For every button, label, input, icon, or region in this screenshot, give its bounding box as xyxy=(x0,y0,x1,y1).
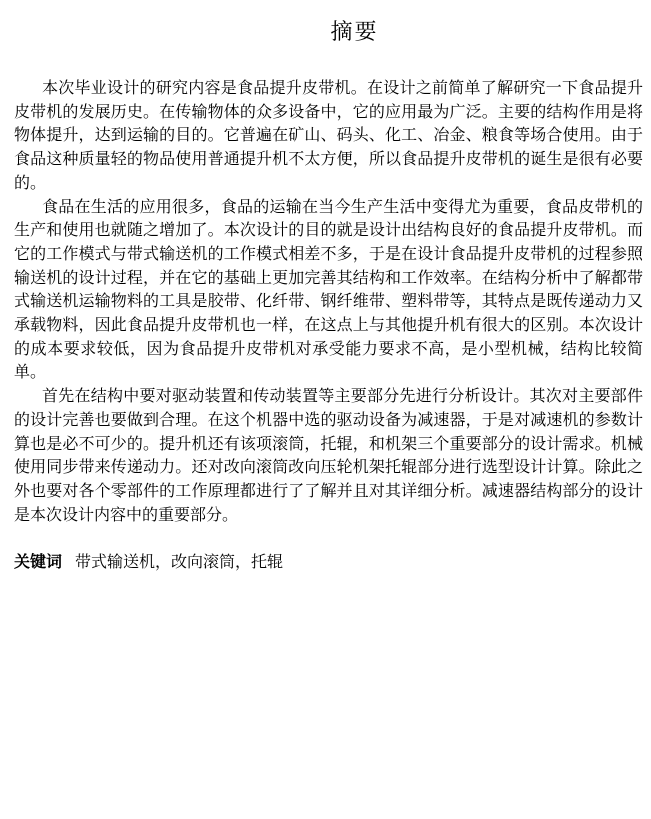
page-title: 摘要 xyxy=(330,19,379,44)
keywords-text: 带式输送机，改向滚筒，托辊 xyxy=(75,554,284,572)
keywords-line xyxy=(14,551,643,575)
abstract-paragraph-1: 本次毕业设计的研究内容是食品提升皮带机。在设计之前简单了解研究一下食品提升皮带机的发展历史。在传输物体的众多设备中，它的应用最为广泛。主要的结构作用是将物体提升，达到运输的目的。它普遍在矿山、码头、化工、冶金、粮食等场合使用。由于食品这种质量轻的物品使用普通提升机不太方便，所以食品提升皮带机的诞生是很有必要的。 xyxy=(14,80,643,192)
keywords-label: 关键词 xyxy=(14,554,63,572)
abstract-paragraph-3: 首先在结构中要对驱动装置和传动装置等主要部分先进行分析设计。其次对主要部件的设计完善也要做到合理。在这个机器中选的驱动设备为减速器，于是对减速机的参数计算也是必不可少的。提升机还有该项滚筒，托辊，和机架三个重要部分的设计需求。机械使用同步带来传递动力。还对改向滚筒改向压轮机架托辊部分进行选型设计计算。除此之外也要对各个零部件的工作原理都进行了了解并且对其详细分析。减速器结构部分的设计是本次设计内容中的重要部分。 xyxy=(14,388,643,524)
abstract-paragraph-2: 食品在生活的应用很多，食品的运输在当今生产生活中变得尤为重要，食品皮带机的生产和使用也就随之增加了。本次设计的目的就是设计出结构良好的食品提升皮带机。而它的工作模式与带式输送机的工作模式相差不多，于是在设计食品提升皮带机的过程参照输送机的设计过程，并在它的基础上更加完善其结构和工作效率。在结构分析中了解都带式输送机运输物料的工具是胶带、化纤带、钢纤维带、塑料带等，其特点是既传递动力又承载物料，因此食品提升皮带机也一样，在这点上与其他提升机有很大的区别。本次设计的成本要求较低，因为食品提升皮带机对承受能力要求不高，是小型机械，结构比较简单。 xyxy=(14,198,643,382)
